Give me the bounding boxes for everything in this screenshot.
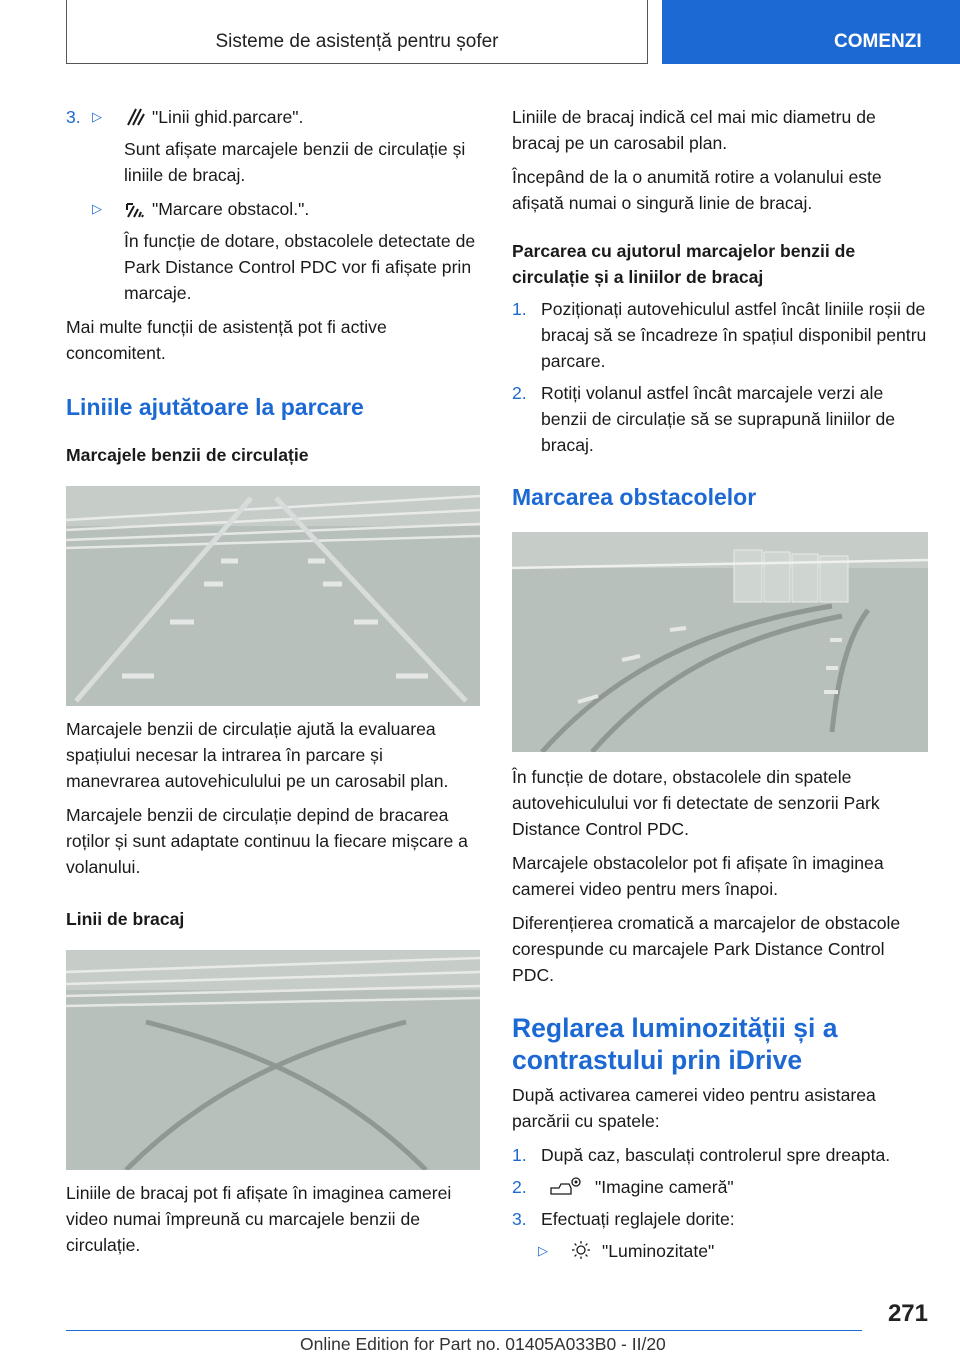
item3-description [66, 136, 480, 188]
step-text: După caz, basculați controlerul spre dreapta. [541, 1145, 891, 1165]
triangle-bullet-icon: ▷ [92, 109, 102, 124]
heading-parking-lines: Liniile ajutătoare la parcare [66, 394, 364, 420]
obstacle-desc-text: În funcție de dotare, obstacolele detectate de Park Distance Control PDC vor fi afișate prin marcaje. [124, 231, 476, 303]
lane-paragraph-1: Marcajele benzii de circulație ajută la evaluarea spațiului necesar la intrarea în parcare și manevrarea autovehiculului pe un carosabil plan. [66, 719, 449, 791]
subheading-lane-markings: Marcajele benzii de circulație [66, 445, 309, 465]
parking-lines-icon [124, 106, 146, 126]
step-text: Poziționați autovehiculul astfel încât liniile roșii de bracaj să se încadreze în spațiul disponibil pentru parcare. [541, 299, 927, 371]
item3-desc-text: Sunt afișate marcajele benzii de circulație și liniile de bracaj. [124, 139, 466, 185]
section-title: Sisteme de asistență pentru șofer [215, 31, 499, 52]
heading-obstacle-marking: Marcarea obstacolelor [512, 484, 757, 510]
list-item [512, 380, 928, 458]
list-item-brightness [512, 1238, 928, 1264]
step-number: 2. [512, 1177, 527, 1197]
footer-divider [66, 1330, 862, 1331]
step-number: 2. [512, 383, 527, 403]
brightness-label: "Luminozitate" [602, 1241, 715, 1261]
after-activation-text: După activarea camerei video pentru asistarea parcării cu spatele: [512, 1085, 876, 1131]
turn-paragraph-1: Liniile de bracaj indică cel mai mic diametru de bracaj pe un carosabil plan. [512, 107, 876, 153]
list-item-parking-lines [66, 104, 480, 130]
left-column [66, 104, 480, 1266]
step-text: Rotiți volanul astfel încât marcajele verzi ale benzii de circulație să se suprapună liniilor de bracaj. [541, 383, 896, 455]
obstacle-marking-icon [124, 198, 146, 218]
turning-lines-figure [66, 950, 480, 1170]
list-item [512, 296, 928, 374]
page-number: 271 [887, 1300, 928, 1327]
obstacle-description [66, 228, 480, 306]
edition-text: Online Edition for Part no. 01405A033B0 - II/20 [300, 1334, 666, 1354]
item-number: 3. [66, 107, 81, 127]
camera-settings-icon [549, 1176, 583, 1196]
step-number: 1. [512, 299, 527, 319]
step-text: Efectuați reglajele dorite: [541, 1209, 735, 1229]
obstacle-paragraph-1: În funcție de dotare, obstacolele din spatele autovehiculului vor fi detectate de senzorii Park Distance Control PDC. [512, 767, 880, 839]
obstacle-label: "Marcare obstacol.". [152, 199, 310, 219]
obstacle-paragraph-3: Diferențierea cromatică a marcajelor de obstacole corespunde cu marcajele Park Distance Control PDC. [512, 913, 901, 985]
list-item [512, 1206, 928, 1232]
footer-edition [300, 1334, 960, 1355]
header-section [66, 0, 648, 64]
step-text: "Imagine cameră" [595, 1177, 734, 1197]
item3-label: "Linii ghid.parcare". [152, 107, 304, 127]
heading-brightness-contrast: Reglarea luminozității și a contrastului prin iDrive [512, 1013, 838, 1075]
list-item-obstacle-marking [66, 196, 480, 222]
tab-comenzi[interactable]: COMENZI [662, 0, 960, 64]
lane-markings-figure [66, 486, 480, 706]
subheading-parking-with: Parcarea cu ajutorul marcajelor benzii de circulație și a liniilor de bracaj [512, 241, 856, 287]
triangle-bullet-icon: ▷ [538, 1243, 548, 1258]
turn-paragraph-2: Începând de la o anumită rotire a volanului este afișată numai o singură linie de bracaj. [512, 167, 882, 213]
list-item [512, 1174, 928, 1200]
obstacle-paragraph-2: Marcajele obstacolelor pot fi afișate în imaginea camerei video pentru mers înapoi. [512, 853, 884, 899]
sun-icon [570, 1240, 592, 1260]
list-item [512, 1142, 928, 1168]
turning-paragraph: Liniile de bracaj pot fi afișate în imaginea camerei video numai împreună cu marcajele benzii de circulație. [66, 1183, 452, 1255]
step-number: 1. [512, 1145, 527, 1165]
step-number: 3. [512, 1209, 527, 1229]
lane-paragraph-2: Marcajele benzii de circulație depind de bracarea roților și sunt adaptate continuu la fiecare mișcare a volanului. [66, 805, 468, 877]
subheading-turning-lines: Linii de bracaj [66, 909, 185, 929]
right-column [512, 104, 928, 1264]
more-functions-text: Mai multe funcții de asistență pot fi active concomitent. [66, 317, 387, 363]
triangle-bullet-icon: ▷ [92, 201, 102, 216]
obstacle-marking-figure [512, 532, 928, 752]
